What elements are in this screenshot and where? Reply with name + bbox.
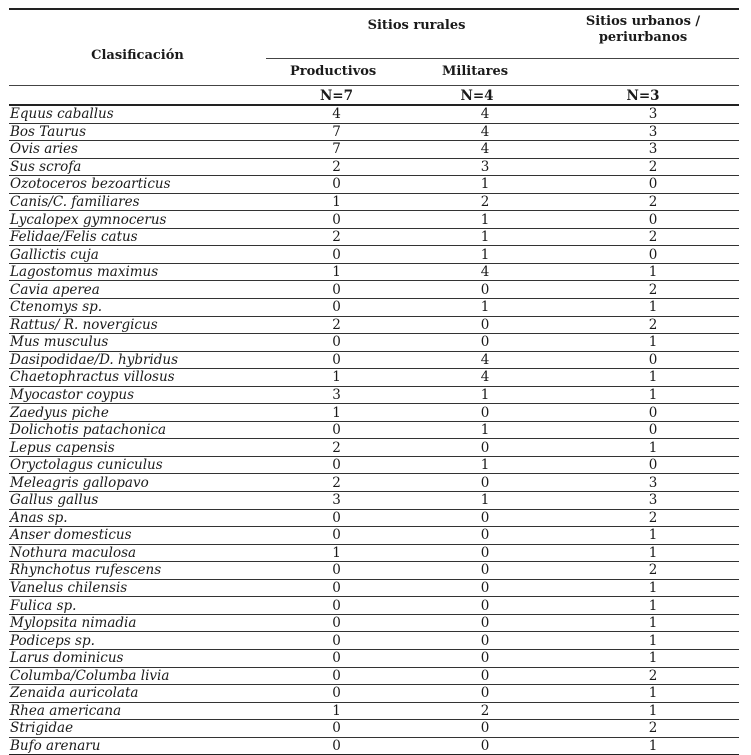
table-row [9,246,739,264]
military-cell: 4 [407,351,547,369]
urban-cell: 1 [547,649,739,667]
header-row-counts [9,86,739,106]
productive-cell: 2 [266,316,407,334]
productive-cell: 1 [266,369,407,387]
table-row [9,404,739,422]
urban-cell: 0 [547,456,739,474]
urban-cell: 2 [547,158,739,176]
table-row [9,263,739,281]
species-cell: Dasipodidae/D. hybridus [9,351,266,369]
table-row [9,562,739,580]
species-cell: Equus caballus [9,105,266,123]
urban-subheader-empty [547,59,739,86]
productive-cell: 2 [266,158,407,176]
military-cell: 0 [407,544,547,562]
military-cell: 1 [407,211,547,229]
table-row [9,509,739,527]
military-cell: 0 [407,316,547,334]
military-header: Militares [407,59,547,86]
military-cell: 0 [407,334,547,352]
rural-sites-header [266,9,547,59]
header-row-groups [9,9,739,59]
urban-cell: 1 [547,685,739,703]
table-row [9,544,739,562]
military-cell: 1 [407,456,547,474]
productive-cell: 2 [266,474,407,492]
military-cell: 1 [407,299,547,317]
species-cell: Felidae/Felis catus [9,228,266,246]
productive-cell: 1 [266,404,407,422]
species-cell: Dolichotis patachonica [9,421,266,439]
species-cell: Myocastor coypus [9,386,266,404]
productive-cell: 0 [266,281,407,299]
urban-cell: 0 [547,211,739,229]
military-cell: 2 [407,702,547,720]
species-cell: Sus scrofa [9,158,266,176]
species-cell: Zaedyus piche [9,404,266,422]
species-cell: Canis/C. familiares [9,193,266,211]
military-cell: 4 [407,105,547,123]
urban-cell: 2 [547,509,739,527]
military-cell: 4 [407,263,547,281]
productive-cell: 4 [266,105,407,123]
table-row [9,649,739,667]
species-cell: Strigidae [9,720,266,738]
urban-cell: 0 [547,351,739,369]
productive-cell: 1 [266,263,407,281]
military-cell: 1 [407,386,547,404]
urban-sites-label-line1: Sitios urbanos / [585,14,701,29]
table-row [9,492,739,510]
urban-cell: 3 [547,141,739,159]
urban-cell: 2 [547,316,739,334]
urban-cell: 1 [547,544,739,562]
urban-cell: 1 [547,369,739,387]
species-cell: Anser domesticus [9,527,266,545]
species-occurrence-table [9,8,739,755]
military-cell: 1 [407,421,547,439]
table-row [9,281,739,299]
military-cell: 1 [407,246,547,264]
productive-cell: 7 [266,123,407,141]
table-row [9,685,739,703]
productive-cell: 0 [266,720,407,738]
military-cell: 2 [407,193,547,211]
productive-cell: 0 [266,176,407,194]
military-cell: 4 [407,123,547,141]
species-cell: Columba/Columba livia [9,667,266,685]
table-row [9,474,739,492]
table-row [9,299,739,317]
productive-cell: 0 [266,351,407,369]
species-cell: Rattus/ R. novergicus [9,316,266,334]
urban-cell: 2 [547,720,739,738]
military-cell: 0 [407,667,547,685]
military-cell: 4 [407,369,547,387]
species-cell: Bufo arenaru [9,737,266,755]
military-cell: 0 [407,474,547,492]
species-cell: Lagostomus maximus [9,263,266,281]
military-cell: 1 [407,492,547,510]
count-header-empty [9,86,266,106]
n-urban: N=3 [547,86,739,106]
table-row [9,158,739,176]
table-row [9,667,739,685]
military-cell: 1 [407,228,547,246]
table-row [9,527,739,545]
classification-header [9,9,266,86]
species-cell: Vanelus chilensis [9,579,266,597]
productive-cell: 0 [266,211,407,229]
military-cell: 4 [407,141,547,159]
productive-cell: 0 [266,527,407,545]
military-cell: 0 [407,509,547,527]
productive-cell: 0 [266,597,407,615]
table-row [9,579,739,597]
productive-cell: 0 [266,246,407,264]
table-row [9,316,739,334]
urban-cell: 3 [547,123,739,141]
species-cell: Mylopsita nimadia [9,614,266,632]
n-productive: N=7 [266,86,407,106]
species-cell: Rhea americana [9,702,266,720]
urban-cell: 1 [547,439,739,457]
table-row [9,105,739,123]
productive-cell: 3 [266,386,407,404]
urban-sites-label-line2: periurbanos [598,30,688,45]
urban-cell: 1 [547,702,739,720]
productive-cell: 0 [266,456,407,474]
urban-cell: 1 [547,263,739,281]
species-cell: Anas sp. [9,509,266,527]
n-military: N=4 [407,86,547,106]
table-row [9,176,739,194]
table-row [9,228,739,246]
species-cell: Nothura maculosa [9,544,266,562]
species-cell: Ozotoceros bezoarticus [9,176,266,194]
productive-cell: 0 [266,509,407,527]
table-row [9,737,739,755]
military-cell: 0 [407,597,547,615]
military-cell: 0 [407,281,547,299]
urban-cell: 2 [547,228,739,246]
table-row [9,456,739,474]
productive-cell: 0 [266,579,407,597]
species-cell: Lepus capensis [9,439,266,457]
urban-cell: 0 [547,246,739,264]
military-cell: 0 [407,404,547,422]
productive-cell: 2 [266,228,407,246]
table-row [9,720,739,738]
table-row [9,439,739,457]
table-row [9,597,739,615]
productive-cell: 1 [266,544,407,562]
species-cell: Oryctolagus cuniculus [9,456,266,474]
species-cell: Gallictis cuja [9,246,266,264]
table-row [9,421,739,439]
table-row [9,211,739,229]
table-row [9,351,739,369]
urban-cell: 1 [547,614,739,632]
urban-cell: 0 [547,176,739,194]
urban-cell: 1 [547,579,739,597]
table-row [9,334,739,352]
table-row [9,702,739,720]
table-row [9,614,739,632]
urban-cell: 3 [547,105,739,123]
productive-cell: 0 [266,299,407,317]
classification-header-label: Clasificación [91,47,184,63]
productive-cell: 0 [266,334,407,352]
urban-cell: 2 [547,667,739,685]
table-row [9,141,739,159]
productive-cell: 0 [266,649,407,667]
table-row [9,369,739,387]
urban-cell: 0 [547,421,739,439]
productive-cell: 0 [266,685,407,703]
productive-cell: 0 [266,667,407,685]
table-row [9,123,739,141]
urban-cell: 1 [547,527,739,545]
urban-cell: 0 [547,404,739,422]
species-cell: Zenaida auricolata [9,685,266,703]
species-cell: Mus musculus [9,334,266,352]
productive-cell: 1 [266,702,407,720]
military-cell: 0 [407,439,547,457]
urban-cell: 1 [547,299,739,317]
productive-cell: 0 [266,737,407,755]
species-cell: Gallus gallus [9,492,266,510]
species-cell: Cavia aperea [9,281,266,299]
productive-cell: 3 [266,492,407,510]
military-cell: 0 [407,632,547,650]
urban-cell: 3 [547,492,739,510]
species-cell: Lycalopex gymnocerus [9,211,266,229]
table-row [9,386,739,404]
species-cell: Podiceps sp. [9,632,266,650]
urban-sites-header [547,9,739,59]
table-row [9,193,739,211]
productive-header: Productivos [266,59,407,86]
military-cell: 0 [407,614,547,632]
military-cell: 0 [407,685,547,703]
urban-cell: 3 [547,474,739,492]
species-cell: Fulica sp. [9,597,266,615]
urban-cell: 2 [547,281,739,299]
urban-cell: 2 [547,193,739,211]
military-cell: 0 [407,579,547,597]
productive-cell: 2 [266,439,407,457]
urban-cell: 1 [547,737,739,755]
rural-sites-label: Sitios rurales [367,18,466,33]
military-cell: 0 [407,527,547,545]
table-body [9,105,739,755]
productive-cell: 0 [266,562,407,580]
productive-cell: 0 [266,614,407,632]
species-cell: Chaetophractus villosus [9,369,266,387]
species-table-container [9,8,739,755]
military-cell: 0 [407,562,547,580]
species-cell: Bos Taurus [9,123,266,141]
urban-cell: 2 [547,562,739,580]
military-cell: 0 [407,720,547,738]
species-cell: Rhynchotus rufescens [9,562,266,580]
species-cell: Meleagris gallopavo [9,474,266,492]
productive-cell: 7 [266,141,407,159]
species-cell: Larus dominicus [9,649,266,667]
species-cell: Ovis aries [9,141,266,159]
military-cell: 0 [407,649,547,667]
military-cell: 0 [407,737,547,755]
urban-cell: 1 [547,632,739,650]
urban-cell: 1 [547,597,739,615]
table-row [9,632,739,650]
productive-cell: 0 [266,632,407,650]
productive-cell: 1 [266,193,407,211]
urban-cell: 1 [547,334,739,352]
productive-cell: 0 [266,421,407,439]
military-cell: 3 [407,158,547,176]
urban-cell: 1 [547,386,739,404]
species-cell: Ctenomys sp. [9,299,266,317]
military-cell: 1 [407,176,547,194]
